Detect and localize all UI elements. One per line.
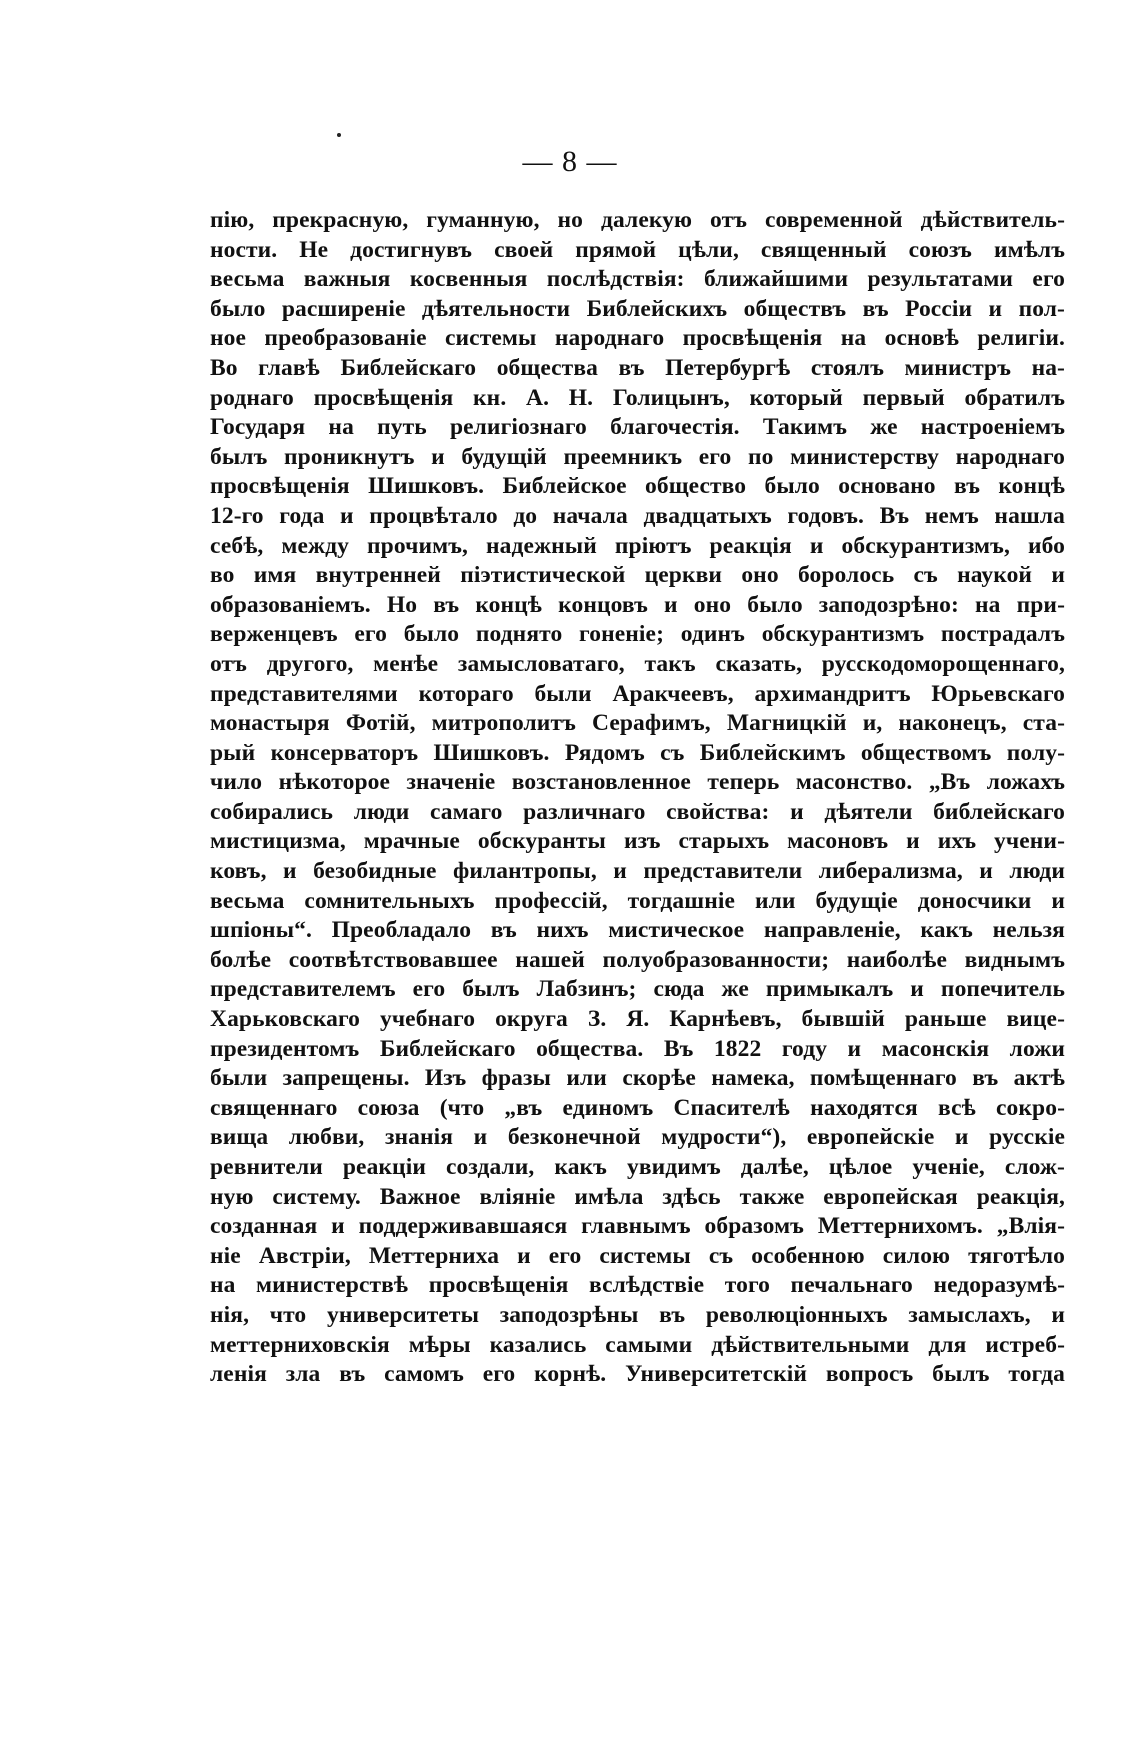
body-text <box>210 206 1065 1390</box>
text-line: собирались люди самаго различнаго свойства: и дѣятели библейскаго <box>210 798 1065 825</box>
text-line: болѣе соотвѣтствовавшее нашей полуобразованности; наиболѣе виднымъ <box>210 946 1065 973</box>
text-line: рый консерваторъ Шишковъ. Рядомъ съ Библейскимъ обществомъ полу- <box>210 739 1065 766</box>
print-speck <box>337 133 341 137</box>
text-line: верженцевъ его было поднято гоненіе; одинъ обскурантизмъ пострадалъ <box>210 621 1065 648</box>
text-line: 12-го года и процвѣтало до начала двадцатыхъ годовъ. Въ немъ нашла <box>210 502 1065 529</box>
text-line: ленія зла въ самомъ его корнѣ. Университетскій вопросъ былъ тогда <box>210 1361 1065 1388</box>
text-line: весьма сомнительныхъ профессій, тогдашніе или будущіе доносчики и <box>210 887 1065 914</box>
text-line: были запрещены. Изъ фразы или скорѣе намека, помѣщеннаго въ актѣ <box>210 1065 1065 1092</box>
text-line: ревнители реакціи создали, какъ увидимъ далѣе, цѣлое ученіе, слож- <box>210 1154 1065 1180</box>
text-line: ковъ, и безобидные филантропы, и представители либерализма, и люди <box>210 858 1065 885</box>
text-line: образованіемъ. Но въ концѣ концовъ и оно было заподозрѣно: на при- <box>210 591 1065 618</box>
text-line: мистицизма, мрачные обскуранты изъ старыхъ масоновъ и ихъ учени- <box>210 828 1065 855</box>
text-line: шпіоны“. Преобладало въ нихъ мистическое направленіе, какъ нельзя <box>210 917 1065 944</box>
text-line: Во главѣ Библейскаго общества въ Петербургѣ стоялъ министръ на- <box>210 354 1065 381</box>
text-line: президентомъ Библейскаго общества. Въ 1822 году и масонскія ложи <box>210 1035 1065 1062</box>
text-line: нія, что университеты заподозрѣны въ революціонныхъ замыслахъ, и <box>210 1301 1065 1328</box>
text-line: вища любви, знанія и безконечной мудрости“), европейскіе и русскіе <box>210 1124 1065 1151</box>
text-line: монастыря Фотій, митрополитъ Серафимъ, Магницкій и, наконецъ, ста- <box>210 710 1065 737</box>
text-line: Государя на путь религіознаго благочестія. Такимъ же настроеніемъ <box>210 414 1065 441</box>
text-line: ніе Австріи, Меттерниха и его системы съ особенною силою тяготѣло <box>210 1242 1065 1269</box>
text-line: Харьковскаго учебнаго округа З. Я. Карнѣевъ, бывшій раньше вице- <box>210 1006 1065 1033</box>
text-line: себѣ, между прочимъ, надежный пріютъ реакція и обскурантизмъ, ибо <box>210 532 1065 559</box>
text-line: меттерниховскія мѣры казались самыми дѣйствительными для истреб- <box>210 1331 1065 1358</box>
text-line: представителями котораго были Аракчеевъ, архимандритъ Юрьевскаго <box>210 680 1065 707</box>
text-line: было расширеніе дѣятельности Библейскихъ обществъ въ Россіи и пол- <box>210 295 1065 322</box>
text-line: роднаго просвѣщенія кн. А. Н. Голицынъ, который первый обратилъ <box>210 384 1065 411</box>
text-line: пію, прекрасную, гуманную, но далекую отъ современной дѣйствитель- <box>210 207 1065 233</box>
text-line: весьма важныя косвенныя послѣдствія: ближайшими результатами его <box>210 266 1065 293</box>
text-line: созданная и поддерживавшаяся главнымъ образомъ Меттернихомъ. „Влія- <box>210 1213 1065 1240</box>
text-line: отъ другого, менѣе замысловатаго, такъ сказать, русскодоморощеннаго, <box>210 650 1065 677</box>
text-line: представителемъ его былъ Лабзинъ; сюда же примыкалъ и попечитель <box>210 976 1065 1003</box>
text-line: ное преобразованіе системы народнаго просвѣщенія на основѣ религіи. <box>210 325 1065 352</box>
text-line: былъ проникнутъ и будущій преемникъ его по министерству народнаго <box>210 443 1065 470</box>
text-line: ности. Не достигнувъ своей прямой цѣли, священный союзъ имѣлъ <box>210 236 1065 263</box>
page-number: — 8 — <box>522 145 618 178</box>
text-line: просвѣщенія Шишковъ. Библейское общество было основано въ концѣ <box>210 473 1065 500</box>
text-line: на министерствѣ просвѣщенія вслѣдствіе того печальнаго недоразумѣ- <box>210 1272 1065 1299</box>
text-line: во имя внутренней піэтистической церкви оно боролось съ наукой и <box>210 562 1065 589</box>
text-line: чило нѣкоторое значеніе возстановленное теперь масонство. „Въ ложахъ <box>210 769 1065 796</box>
text-line: ную систему. Важное вліяніе имѣла здѣсь также европейская реакція, <box>210 1183 1065 1210</box>
text-line: священнаго союза (что „въ единомъ Спасителѣ находятся всѣ сокро- <box>210 1094 1065 1121</box>
